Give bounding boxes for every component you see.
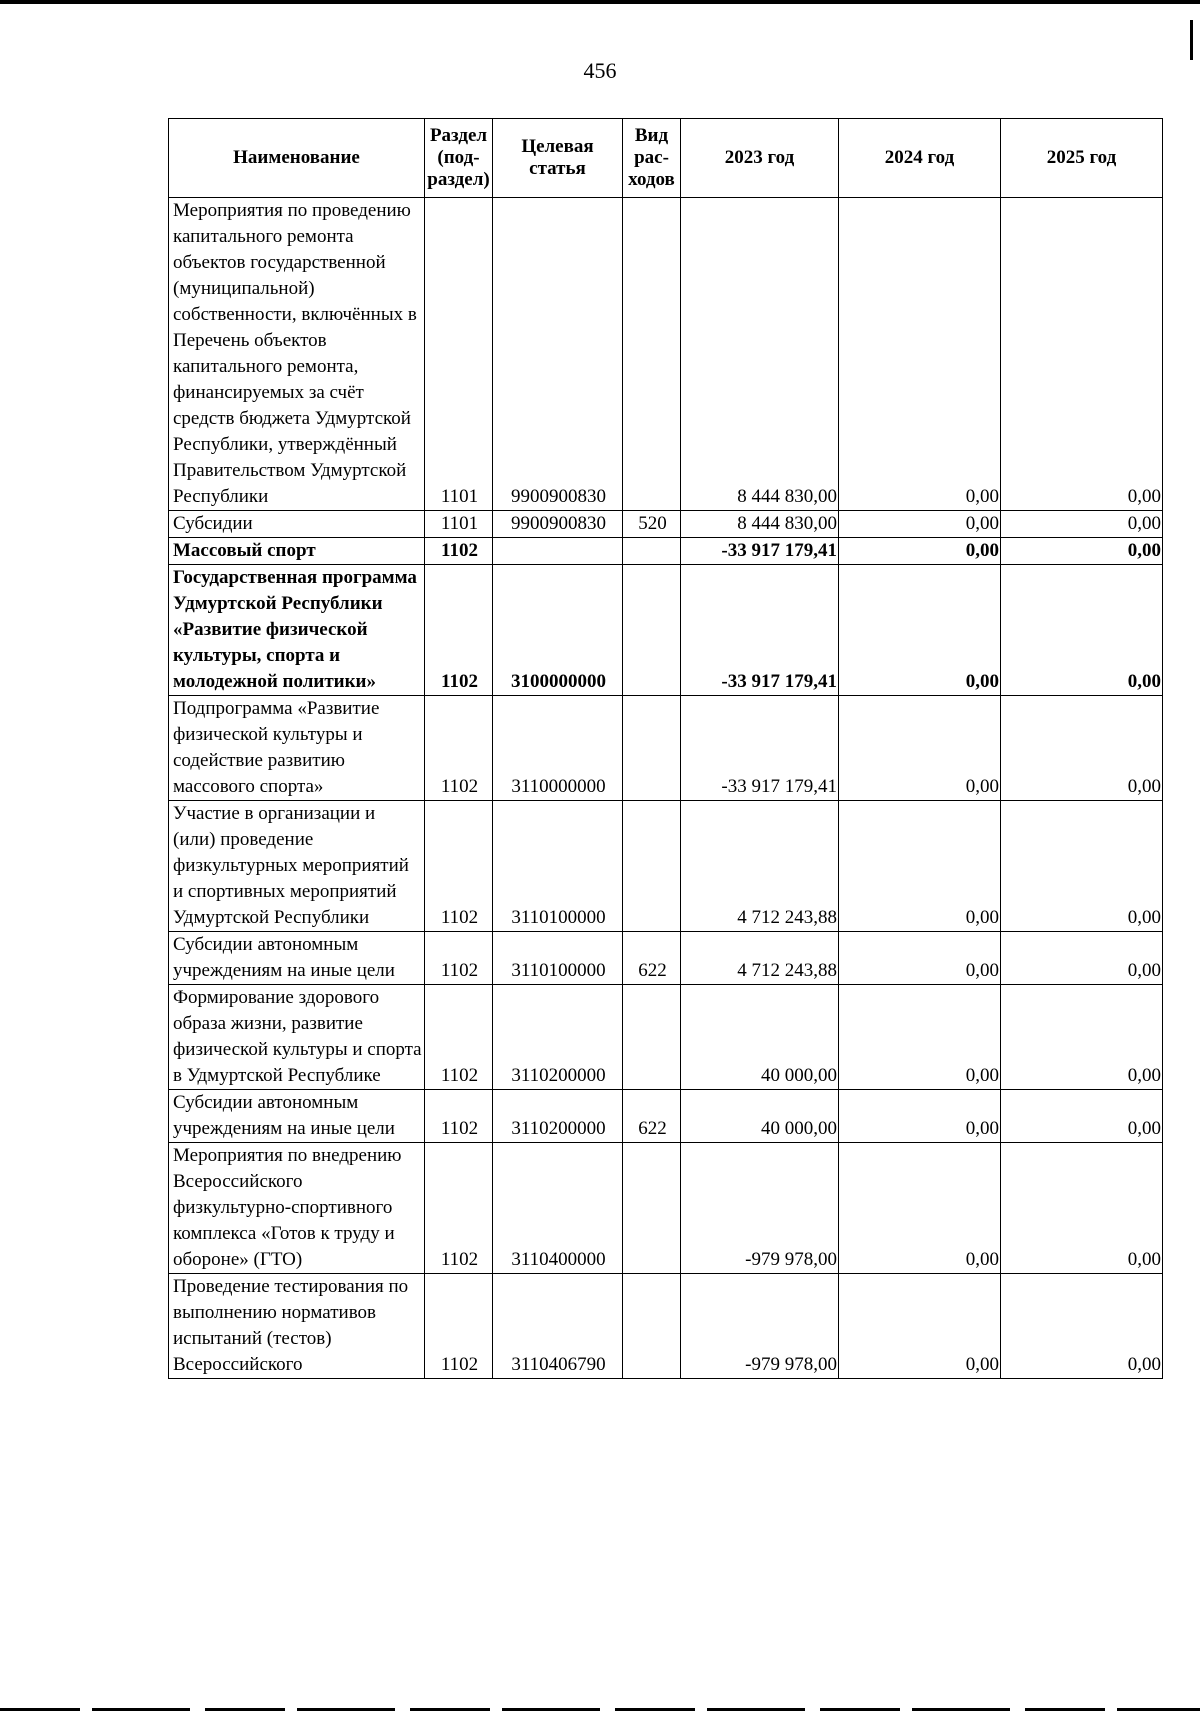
row-2025: 0,00 [1001,801,1163,932]
row-target: 3110200000 [493,1090,623,1143]
header-section: Раздел (под-раздел) [425,119,493,198]
row-2023: 40 000,00 [681,985,839,1090]
row-2024: 0,00 [839,198,1001,511]
row-name: Субсидии автономным учреждениям на иные цели [169,1090,425,1143]
row-name: Государственная программа Удмуртской Республики «Развитие физической культуры, спорта и молодежной политики» [169,565,425,696]
header-2023: 2023 год [681,119,839,198]
row-name: Подпрограмма «Развитие физической культуры и содействие развитию массового спорта» [169,696,425,801]
row-type [623,1143,681,1274]
row-target: 3110200000 [493,985,623,1090]
row-name: Субсидии автономным учреждениям на иные цели [169,932,425,985]
row-name: Проведение тестирования по выполнению нормативов испытаний (тестов) Всероссийского [169,1274,425,1379]
row-2025: 0,00 [1001,1090,1163,1143]
top-border-line [0,0,1200,4]
row-name: Субсидии [169,511,425,538]
table-row [169,801,1163,932]
row-target [493,538,623,565]
row-type [623,696,681,801]
table-row [169,1143,1163,1274]
row-target: 9900900830 [493,511,623,538]
row-section: 1101 [425,511,493,538]
row-2024: 0,00 [839,1090,1001,1143]
row-2025: 0,00 [1001,985,1163,1090]
row-2023: 40 000,00 [681,1090,839,1143]
row-name: Участие в организации и (или) проведение физкультурных мероприятий и спортивных мероприятий Удмуртской Республики [169,801,425,932]
page-number: 456 [583,58,617,83]
table-row [169,1090,1163,1143]
header-row [169,119,1163,198]
row-2025: 0,00 [1001,932,1163,985]
row-2025: 0,00 [1001,696,1163,801]
bottom-border-line [0,1708,1200,1711]
row-target: 3110400000 [493,1143,623,1274]
row-2023: 4 712 243,88 [681,801,839,932]
row-target: 3110100000 [493,932,623,985]
row-section: 1102 [425,565,493,696]
row-2025: 0,00 [1001,1274,1163,1379]
table-row [169,932,1163,985]
row-type [623,565,681,696]
row-2024: 0,00 [839,565,1001,696]
table-row [169,511,1163,538]
table-row [169,985,1163,1090]
row-name: Формирование здорового образа жизни, развитие физической культуры и спорта в Удмуртской Республике [169,985,425,1090]
row-2023: -979 978,00 [681,1274,839,1379]
row-target: 3110406790 [493,1274,623,1379]
row-2025: 0,00 [1001,538,1163,565]
row-section: 1102 [425,985,493,1090]
row-name: Мероприятия по внедрению Всероссийского физкультурно-спортивного комплекса «Готов к труду и обороне» (ГТО) [169,1143,425,1274]
row-section: 1102 [425,538,493,565]
header-type: Вид рас-ходов [623,119,681,198]
row-2024: 0,00 [839,1274,1001,1379]
row-2025: 0,00 [1001,565,1163,696]
row-2024: 0,00 [839,1143,1001,1274]
row-2023: -33 917 179,41 [681,696,839,801]
row-2023: -33 917 179,41 [681,565,839,696]
row-type: 622 [623,1090,681,1143]
table-row [169,538,1163,565]
row-2023: 8 444 830,00 [681,198,839,511]
row-type [623,1274,681,1379]
row-type [623,801,681,932]
budget-table [168,118,1163,1379]
row-type: 622 [623,932,681,985]
row-type [623,985,681,1090]
row-target: 3110000000 [493,696,623,801]
table-row [169,1274,1163,1379]
row-2025: 0,00 [1001,1143,1163,1274]
header-2024: 2024 год [839,119,1001,198]
row-2023: -979 978,00 [681,1143,839,1274]
row-2023: -33 917 179,41 [681,538,839,565]
table-row [169,696,1163,801]
row-name: Массовый спорт [169,538,425,565]
row-type: 520 [623,511,681,538]
row-2025: 0,00 [1001,511,1163,538]
row-2024: 0,00 [839,538,1001,565]
row-2024: 0,00 [839,511,1001,538]
row-target: 3100000000 [493,565,623,696]
row-2024: 0,00 [839,696,1001,801]
row-section: 1102 [425,1090,493,1143]
row-2024: 0,00 [839,932,1001,985]
header-name: Наименование [169,119,425,198]
row-2023: 4 712 243,88 [681,932,839,985]
table-row [169,565,1163,696]
table-row [169,198,1163,511]
row-2023: 8 444 830,00 [681,511,839,538]
row-type [623,538,681,565]
row-section: 1102 [425,801,493,932]
header-2025: 2025 год [1001,119,1163,198]
row-2024: 0,00 [839,985,1001,1090]
row-2024: 0,00 [839,801,1001,932]
row-section: 1102 [425,1274,493,1379]
row-section: 1101 [425,198,493,511]
edge-mark [1190,20,1193,60]
header-target: Целевая статья [493,119,623,198]
row-section: 1102 [425,696,493,801]
row-type [623,198,681,511]
row-name: Мероприятия по проведению капитального ремонта объектов государственной (муниципальной) собственности, включённых в Перечень объектов капитального ремонта, финансируемых за счёт средств бюджета Удмуртской Республики, утверждённый Правительством Удмуртской Республики [169,198,425,511]
row-section: 1102 [425,932,493,985]
row-2025: 0,00 [1001,198,1163,511]
row-target: 3110100000 [493,801,623,932]
row-target: 9900900830 [493,198,623,511]
row-section: 1102 [425,1143,493,1274]
